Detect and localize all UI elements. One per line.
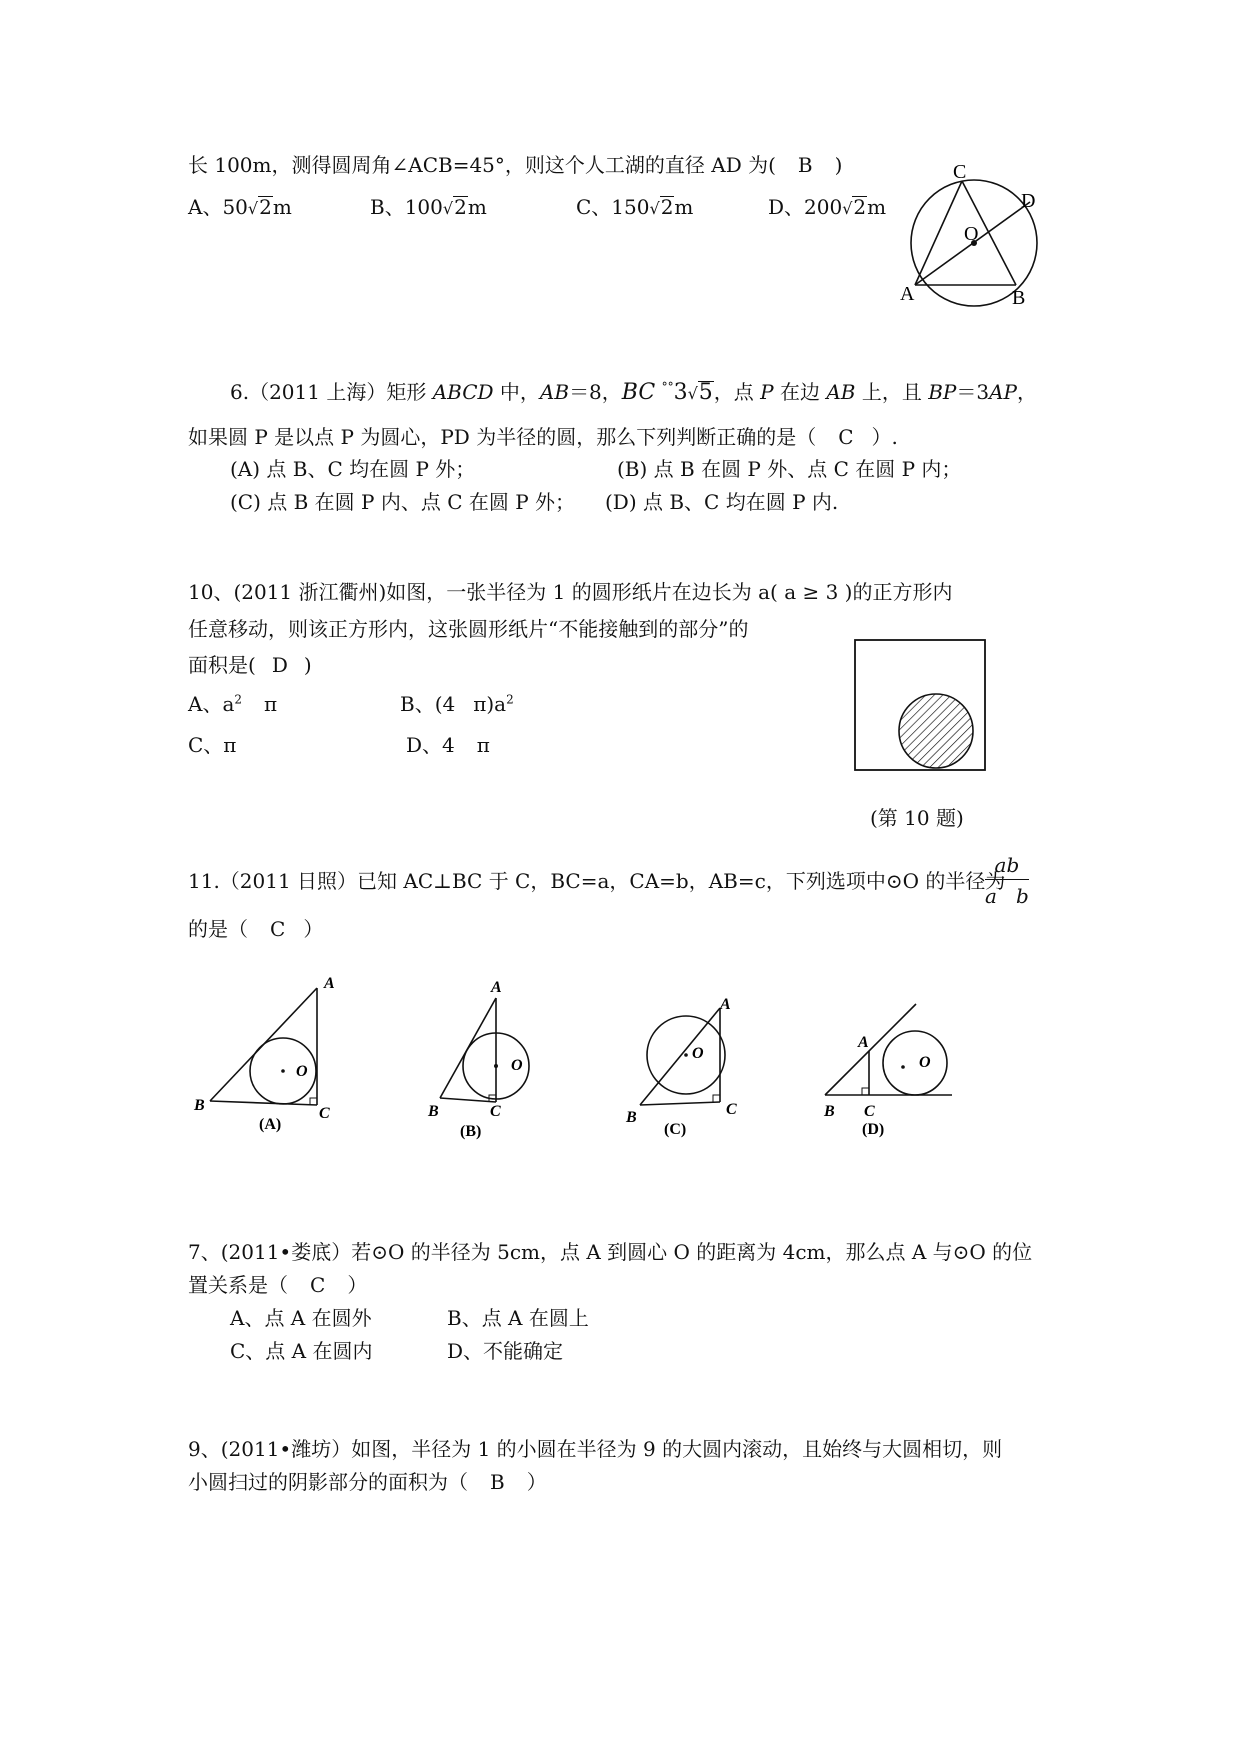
q5-circle-figure <box>900 160 1070 310</box>
q6-option-c: (C) 点 B 在圆 P 内、点 C 在圆 P 外； <box>230 490 576 514</box>
q5-option-c: C、150√2m <box>576 195 694 219</box>
q11-stem-line1: 11.（2011 日照）已知 AC⊥BC 于 C，BC=a，CA=b，AB=c，下列选项中⊙O 的半径为 <box>188 869 1006 893</box>
q5-label-o: O <box>964 223 979 245</box>
q11-fraction-denominator: a b <box>985 884 1029 908</box>
q10-stem-line2: 任意移动，则该正方形内，这张圆形纸片“不能接触到的部分”的 <box>188 617 749 641</box>
q6-option-d: (D) 点 B、C 均在圆 P 内. <box>605 490 839 514</box>
svg-text:O: O <box>692 1045 704 1062</box>
q6-option-a: (A) 点 B、C 均在圆 P 外； <box>230 457 476 481</box>
q11-fraction-numerator: ab <box>985 853 1029 880</box>
svg-text:A: A <box>720 996 731 1013</box>
q6-option-b: (B) 点 B 在圆 P 外、点 C 在圆 P 内； <box>617 457 962 481</box>
q5-option-d: D、200√2m <box>768 195 887 219</box>
svg-text:O: O <box>511 1057 523 1074</box>
q5-answer: B <box>797 153 813 177</box>
q11-stem-line2: 的是（ C ） <box>188 917 324 941</box>
q6-answer: C <box>838 425 854 449</box>
q10-option-a: A、$a^2$ π <box>188 692 278 716</box>
q5-label-b: B <box>1012 287 1026 309</box>
svg-text:(C): (C) <box>664 1121 687 1138</box>
q10-square-figure <box>854 639 988 773</box>
svg-text:B: B <box>824 1103 835 1120</box>
q9-stem-line1: 9、(2011•潍坊）如图，半径为 1 的小圆在半径为 9 的大圆内滚动，且始终与大圆相切，则 <box>188 1437 1003 1461</box>
q7-stem-line2: 置关系是（ C ） <box>188 1273 368 1297</box>
q5-stem: 长 100m，测得圆周角∠ACB=45°，则这个人工湖的直径 AD 为( B ) <box>188 153 843 177</box>
q11-figure-a <box>190 970 360 1133</box>
q10-option-d: D、4 π <box>406 733 490 757</box>
q7-option-b: B、点 A 在圆上 <box>447 1306 589 1330</box>
q10-caption: (第 10 题) <box>870 806 964 830</box>
q11-figure-d <box>810 990 970 1140</box>
svg-text:C: C <box>726 1101 737 1118</box>
svg-text:(B): (B) <box>460 1123 482 1140</box>
q7-option-a: A、点 A 在圆外 <box>230 1306 372 1330</box>
q9-answer: B <box>490 1470 505 1494</box>
q7-option-d: D、不能确定 <box>447 1339 564 1363</box>
q10-option-c: C、π <box>188 733 237 757</box>
svg-text:(A): (A) <box>259 1116 282 1133</box>
q6-stem-line2: 如果圆 P 是以点 P 为圆心，PD 为半径的圆，那么下列判断正确的是（ C ）. <box>188 425 898 449</box>
q5-option-a: A、50√2m <box>188 195 292 219</box>
q10-option-b: B、(4 $\pi)a^2$ <box>400 692 514 716</box>
q7-stem-line1: 7、(2011•娄底）若⊙O 的半径为 5cm，点 A 到圆心 O 的距离为 4cm，那么点 A 与⊙O 的位 <box>188 1240 1033 1264</box>
svg-text:O: O <box>296 1063 308 1080</box>
svg-text:O: O <box>919 1054 931 1071</box>
q11-figure-b <box>420 970 550 1140</box>
q5-label-d: D <box>1021 190 1036 212</box>
q5-label-a: A <box>900 283 915 305</box>
q6-stem-line1: 6.（2011 上海）矩形 ABCD 中，AB＝8，BC °°3√5，点 P 在边 AB 上，且 BP＝3AP， <box>230 380 1037 405</box>
q5-label-c: C <box>953 161 967 183</box>
q5-option-b: B、100√2m <box>370 195 487 219</box>
q10-answer: D <box>271 653 288 677</box>
svg-text:B: B <box>626 1109 637 1126</box>
q11-fraction <box>985 853 1029 908</box>
svg-text:(D): (D) <box>862 1121 885 1138</box>
svg-text:C: C <box>490 1103 501 1120</box>
svg-text:C: C <box>864 1103 875 1120</box>
svg-text:B: B <box>428 1103 439 1120</box>
q11-figure-c <box>620 990 750 1140</box>
q7-option-c: C、点 A 在圆内 <box>230 1339 373 1363</box>
svg-text:C: C <box>319 1105 330 1122</box>
q7-answer: C <box>310 1273 326 1297</box>
svg-text:B: B <box>194 1097 205 1114</box>
svg-text:A: A <box>858 1034 869 1051</box>
q9-stem-line2: 小圆扫过的阴影部分的面积为（ B ） <box>188 1470 547 1494</box>
svg-text:A: A <box>324 975 335 992</box>
q10-stem-line1: 10、(2011 浙江衢州)如图，一张半径为 1 的圆形纸片在边长为 a( a ≥ 3 )的正方形内 <box>188 580 953 604</box>
svg-text:A: A <box>491 979 502 996</box>
q10-stem-line3: 面积是( D ) <box>188 653 312 677</box>
q11-answer: C <box>270 917 286 941</box>
